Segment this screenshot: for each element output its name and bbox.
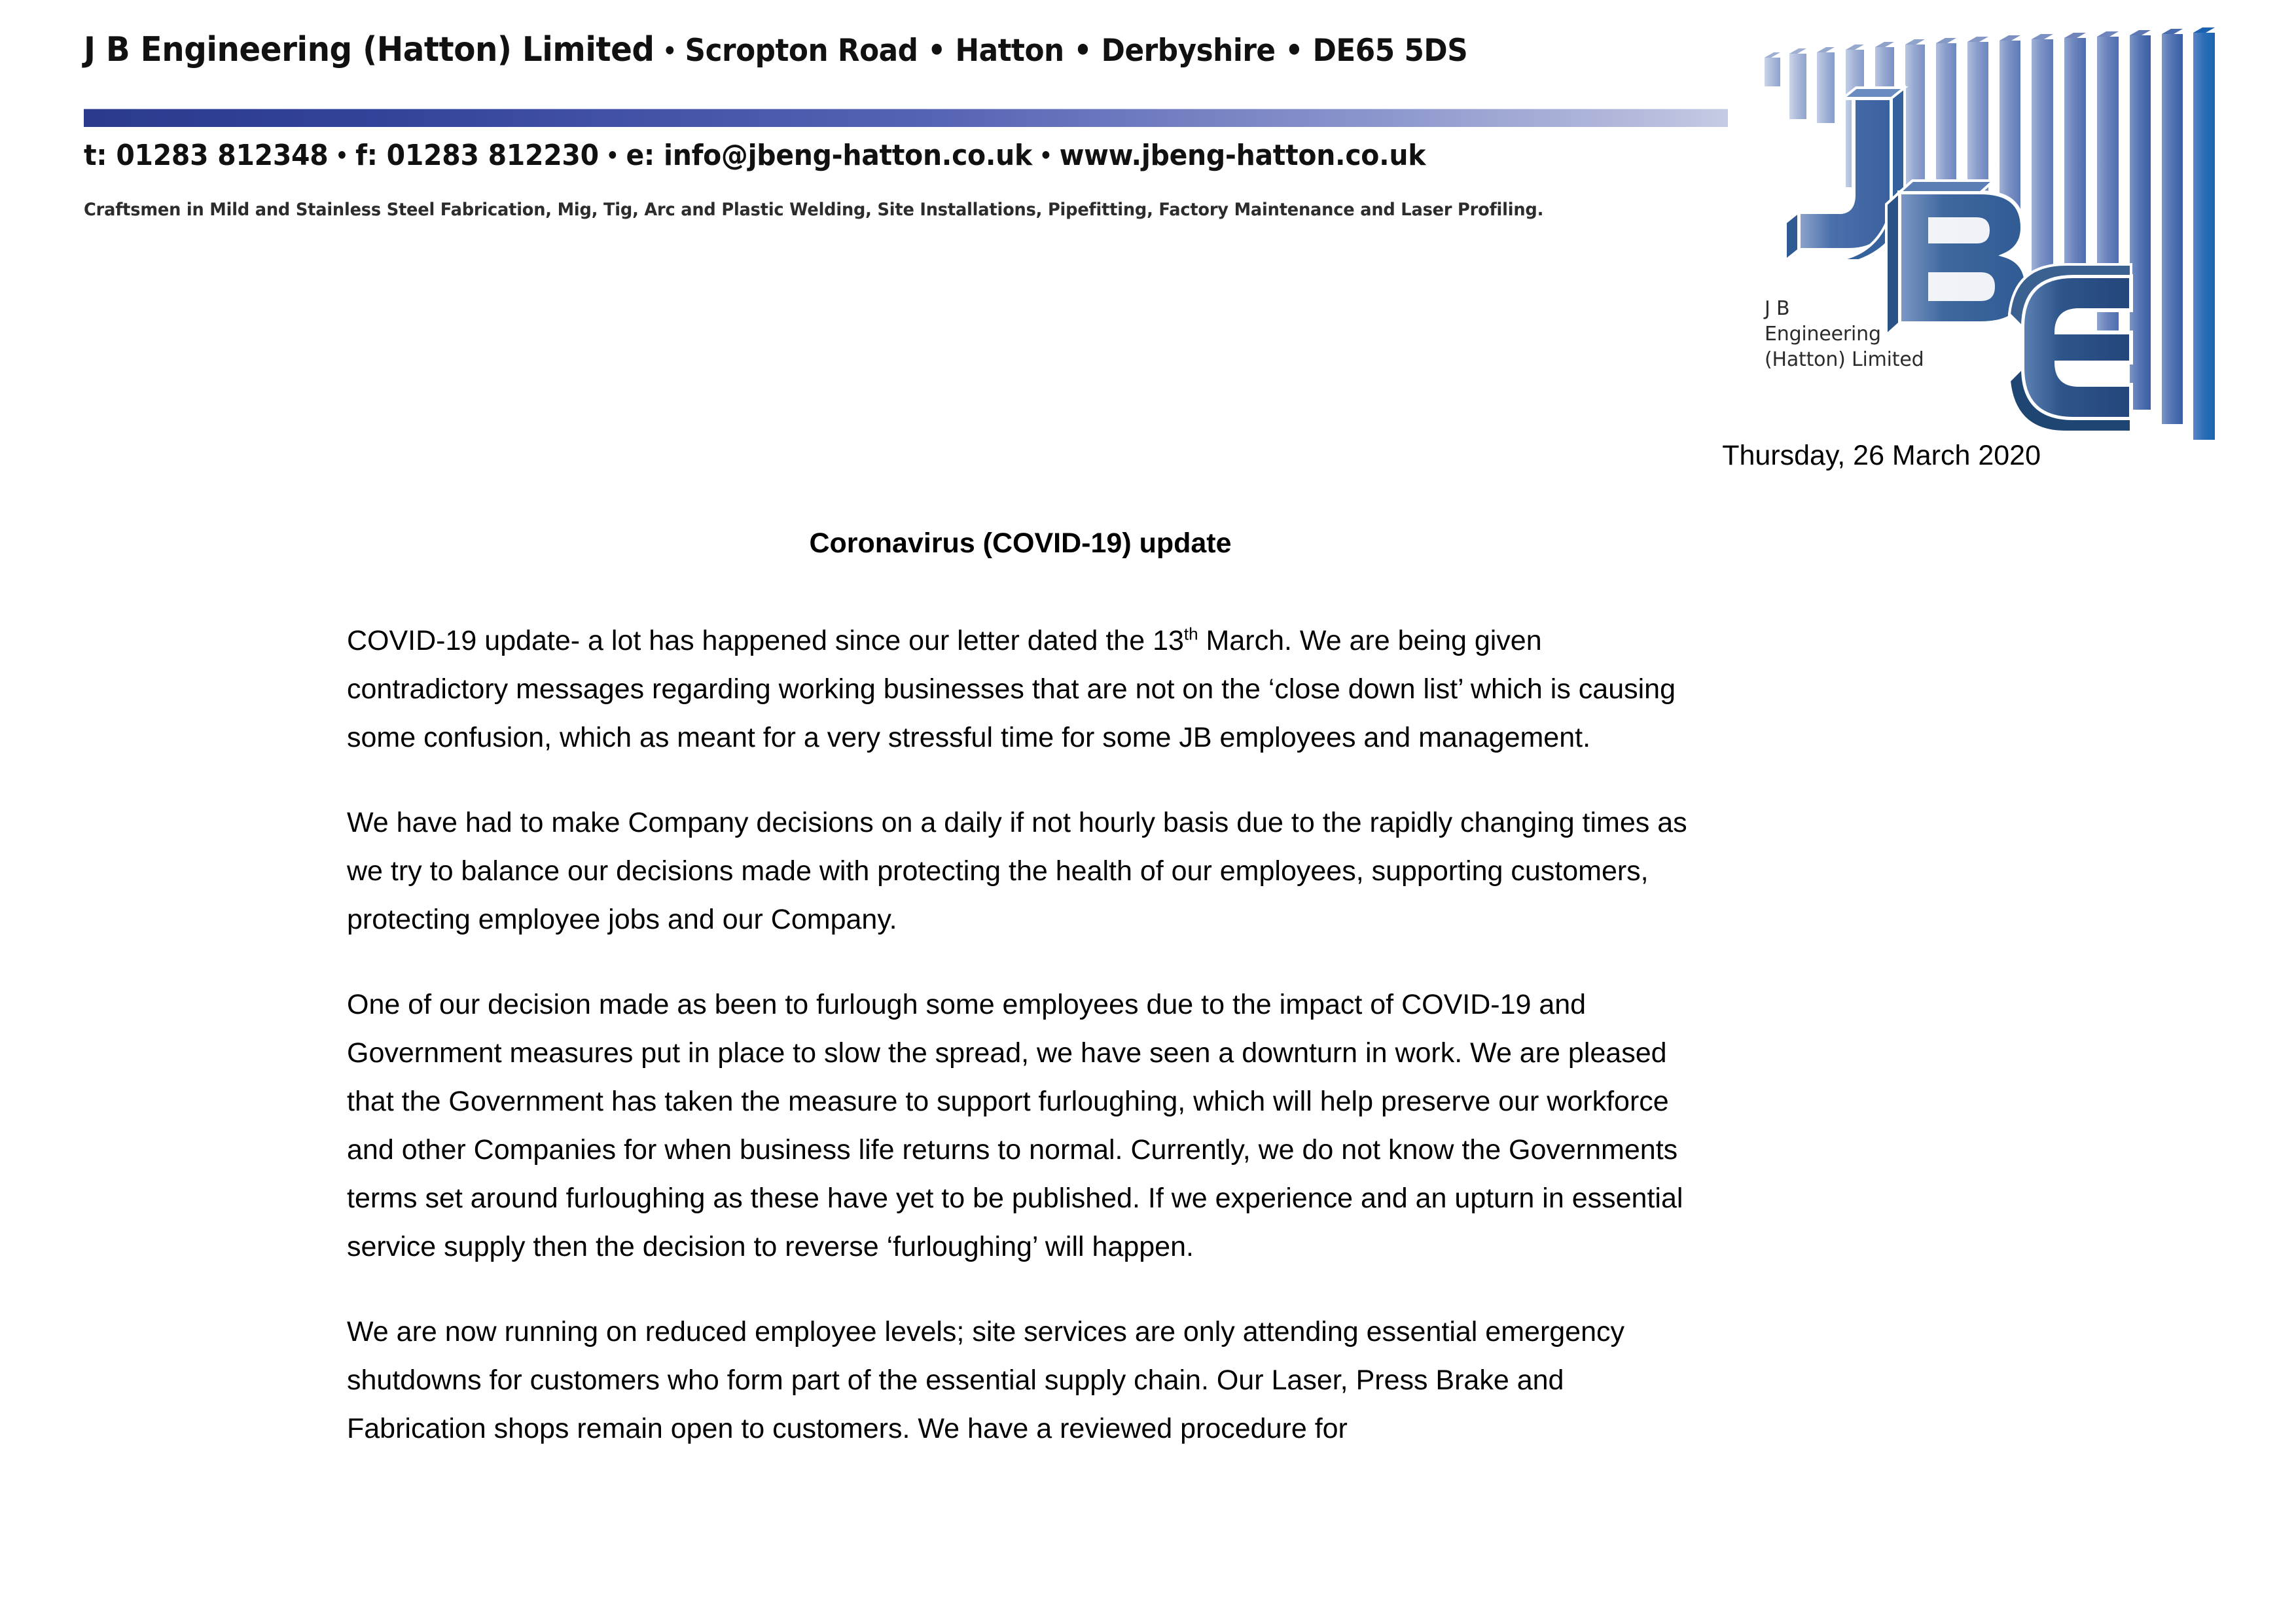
bullet-separator-icon: • xyxy=(335,143,348,168)
website-address: www.jbeng-hatton.co.uk xyxy=(1059,139,1426,172)
company-name: J B Engineering (Hatton) Limited xyxy=(84,30,655,69)
jbe-monogram-icon xyxy=(1761,14,2238,440)
page-title: Coronavirus (COVID-19) update xyxy=(809,527,1232,559)
fax-number: f: 01283 812230 xyxy=(355,139,599,172)
paragraph-1-part-b: March. We are being given contradictory messages regarding working businesses that are not on the ‘close down list’ which is causing some confusion, which as meant for a very stressful time for some JB employees and management. xyxy=(347,625,1676,753)
logo-letter-e xyxy=(2009,264,2131,432)
logo-caption-line-1: J B xyxy=(1765,297,1790,320)
telephone-number: t: 01283 812348 xyxy=(84,139,329,172)
bullet-separator-icon: • xyxy=(605,143,619,168)
paragraph-1-part-a: COVID-19 update- a lot has happened since our letter dated the 13 xyxy=(347,625,1184,656)
paragraph-4: We are now running on reduced employee levels; site services are only attending essential emergency shutdowns for customers who form part of the essential supply chain. Our Laser, Press Brake and Fabrication shops remain open to customers. We have a reviewed procedure for xyxy=(347,1316,1625,1444)
paragraph-2: We have had to make Company decisions on a daily if not hourly basis due to the rapidly changing times as we try to balance our decisions made with protecting the health of our employees, supporting customers, protecting employee jobs and our Company. xyxy=(347,807,1687,935)
company-address: Scropton Road • Hatton • Derbyshire • DE65 5DS xyxy=(685,33,1468,69)
document-date: Thursday, 26 March 2020 xyxy=(1722,440,2041,471)
letterhead-contact-line xyxy=(84,139,1426,172)
logo-caption-line-2: Engineering xyxy=(1765,323,1881,346)
logo-caption xyxy=(1765,296,2000,372)
document-body xyxy=(347,616,1703,1453)
letterhead-tagline: Craftsmen in Mild and Stainless Steel Fabrication, Mig, Tig, Arc and Plastic Welding, Site Installations, Pipefitting, Factory Maintenance and Laser Profiling. xyxy=(84,200,1544,220)
logo-caption-line-3: (Hatton) Limited xyxy=(1765,348,1924,371)
bullet-separator-icon: • xyxy=(662,38,677,65)
paragraph-3: One of our decision made as been to furlough some employees due to the impact of COVID-19 and Government measures put in place to slow the spread, we have seen a downturn in work. We are pleased that the Government has taken the measure to support furloughing, which will help preserve our workforce and other Companies for when business life returns to normal. Currently, we do not know the Governments terms set around furloughing as these have yet to be published. If we experience and an upturn in essential service supply then the decision to reverse ‘furloughing’ will happen. xyxy=(347,989,1683,1262)
letterhead-text-block xyxy=(84,30,1759,69)
email-address: e: info@jbeng-hatton.co.uk xyxy=(626,139,1032,172)
paragraph-1 xyxy=(347,616,1703,762)
letterhead-divider-rule xyxy=(84,109,1728,127)
ordinal-suffix: th xyxy=(1183,624,1198,644)
letterhead xyxy=(0,0,2296,452)
company-logo xyxy=(1761,14,2238,440)
letterhead-company-address-line xyxy=(84,30,1642,69)
bullet-separator-icon: • xyxy=(1039,143,1052,168)
